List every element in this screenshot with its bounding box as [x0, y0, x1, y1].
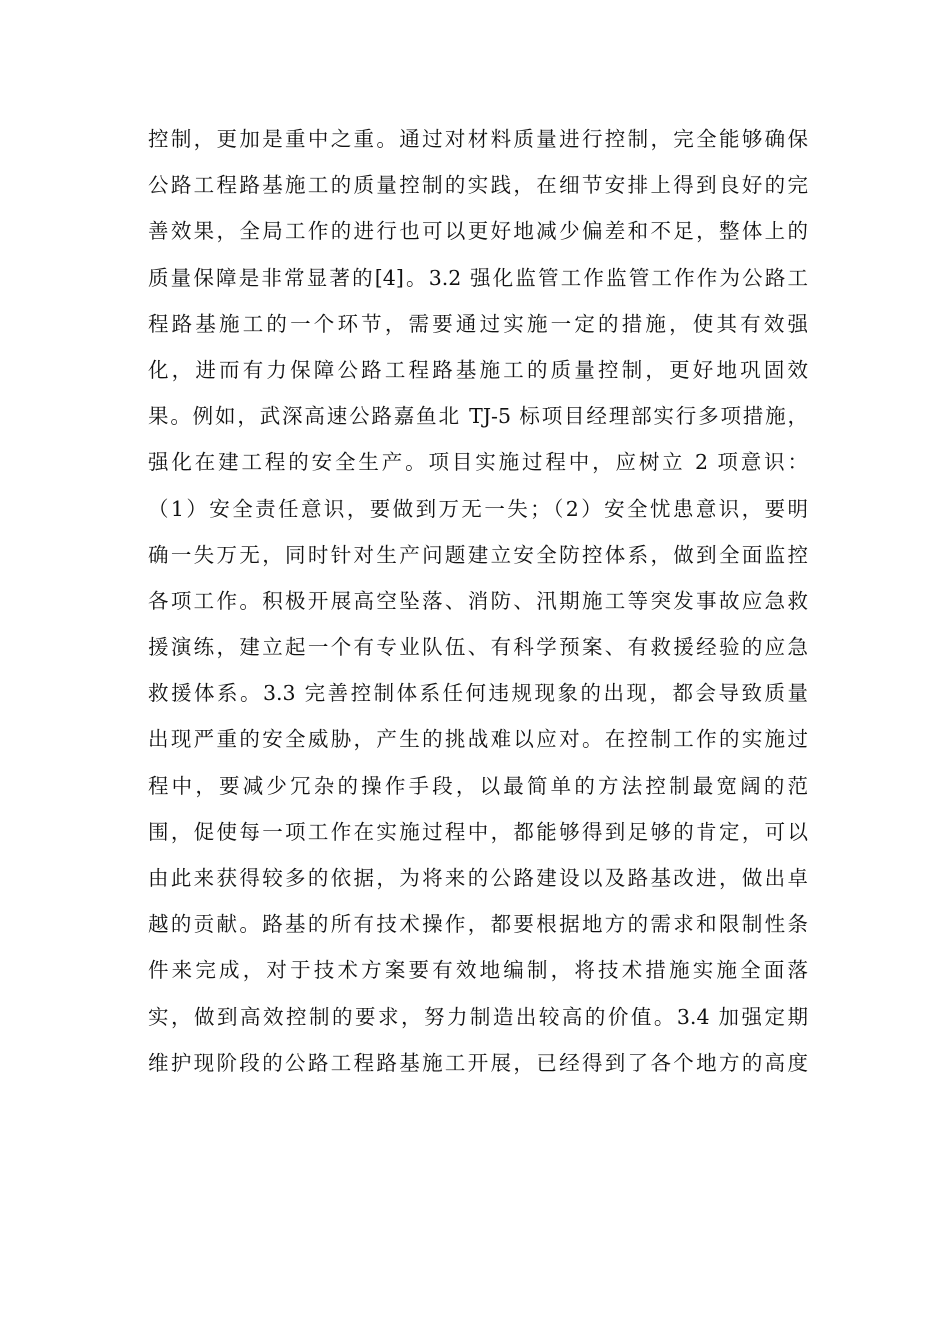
- text-line: 确一失万无，同时针对生产问题建立安全防控体系，做到全面监控: [148, 542, 808, 567]
- text-line: 质量保障是非常显著的[4]。3.2 强化监管工作监管工作作为公路工: [148, 265, 808, 290]
- text-line: 件来完成，对于技术方案要有效地编制，将技术措施实施全面落: [148, 958, 808, 983]
- text-line: 围，促使每一项工作在实施过程中，都能够得到足够的肯定，可以: [148, 819, 808, 844]
- text-line: 化，进而有力保障公路工程路基施工的质量控制，更好地巩固效: [148, 357, 808, 382]
- body-text: [148, 116, 808, 1086]
- text-line: 救援体系。3.3 完善控制体系任何违规现象的出现，都会导致质量: [148, 681, 808, 706]
- text-line: 程路基施工的一个环节，需要通过实施一定的措施，使其有效强: [148, 311, 808, 336]
- text-line: 善效果，全局工作的进行也可以更好地减少偏差和不足，整体上的: [148, 219, 808, 244]
- text-line: 维护现阶段的公路工程路基施工开展，已经得到了各个地方的高度: [148, 1050, 808, 1075]
- text-line: 出现严重的安全威胁，产生的挑战难以应对。在控制工作的实施过: [148, 727, 808, 752]
- text-line: 公路工程路基施工的质量控制的实践，在细节安排上得到良好的完: [148, 173, 808, 198]
- text-line: （1）安全责任意识，要做到万无一失；（2）安全忧患意识，要明: [148, 496, 808, 521]
- text-line: 各项工作。积极开展高空坠落、消防、汛期施工等突发事故应急救: [148, 588, 808, 613]
- text-line: 实，做到高效控制的要求，努力制造出较高的价值。3.4 加强定期: [148, 1004, 808, 1029]
- text-line: 由此来获得较多的依据，为将来的公路建设以及路基改进，做出卓: [148, 866, 808, 890]
- text-line: 程中，要减少冗杂的操作手段，以最简单的方法控制最宽阔的范: [148, 773, 808, 798]
- text-line: 援演练，建立起一个有专业队伍、有科学预案、有救援经验的应急: [148, 635, 808, 660]
- text-line: 越的贡献。路基的所有技术操作，都要根据地方的需求和限制性条: [148, 912, 808, 937]
- text-line: 强化在建工程的安全生产。项目实施过程中，应树立 2 项意识：: [148, 450, 808, 475]
- text-line: 果。例如，武深高速公路嘉鱼北 TJ-5 标项目经理部实行多项措施，: [148, 404, 808, 429]
- text-line: 控制，更加是重中之重。通过对材料质量进行控制，完全能够确保: [148, 127, 808, 151]
